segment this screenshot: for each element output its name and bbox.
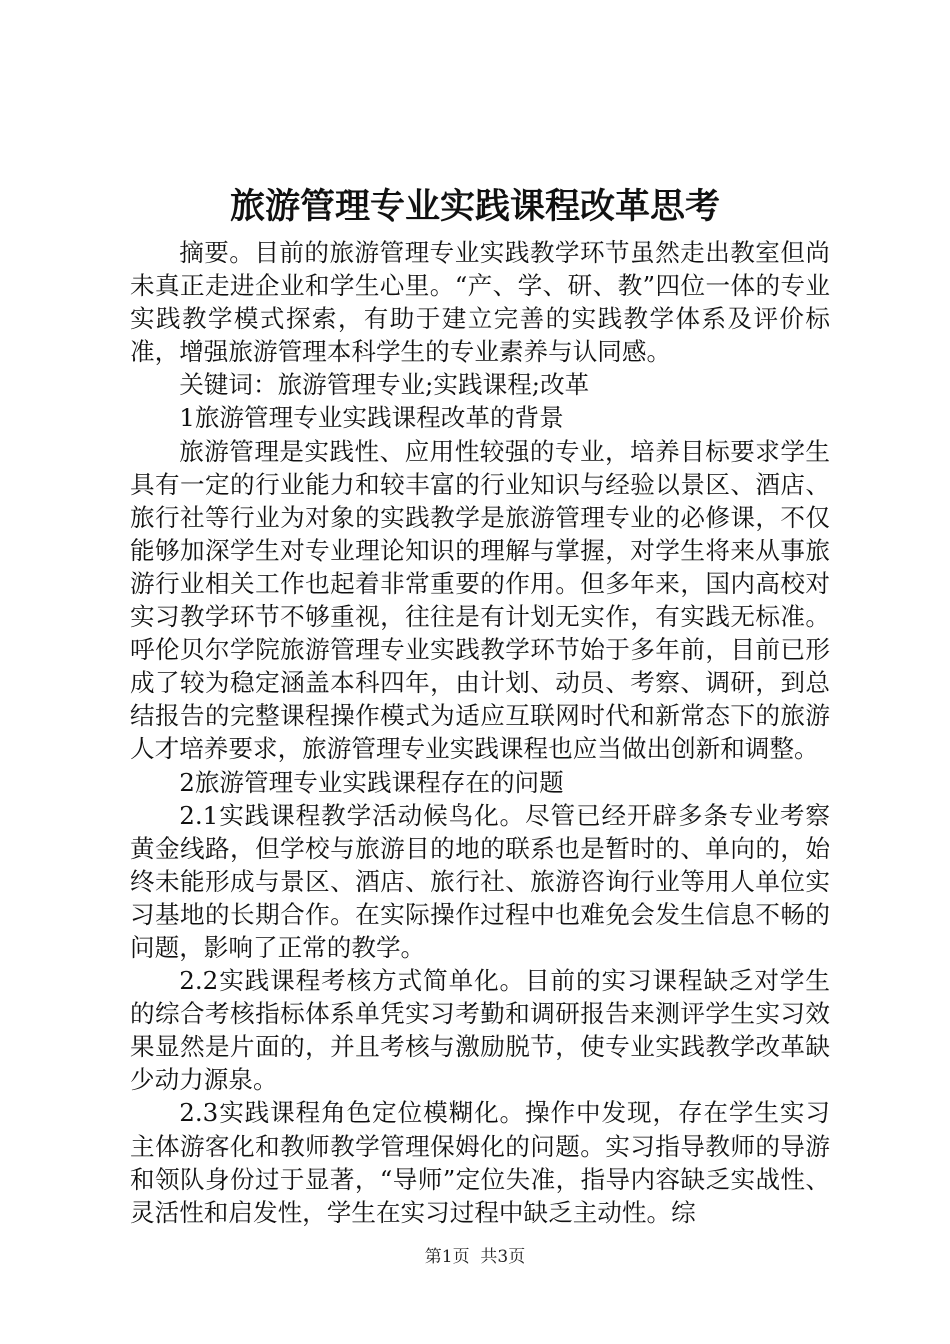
abstract-paragraph: 摘要。目前的旅游管理专业实践教学环节虽然走出教室但尚未真正走进企业和学生心里。“产、学、研、教”四位一体的专业实践教学模式探索，有助于建立完善的实践教学体系及评价标准，增强旅游管理本科学生的专业素养与认同感。: [130, 238, 830, 367]
section-heading-2: 2旅游管理专业实践课程存在的问题: [179, 767, 564, 797]
body-paragraph: 2.2实践课程考核方式简单化。目前的实习课程缺乏对学生的综合考核指标体系单凭实习考勤和调研报告来测评学生实习效果显然是片面的，并且考核与激励脱节，使专业实践教学改革缺少动力源泉。: [130, 966, 830, 1095]
body-paragraph: 旅游管理是实践性、应用性较强的专业，培养目标要求学生具有一定的行业能力和较丰富的行业知识与经验以景区、酒店、旅行社等行业为对象的实践教学是旅游管理专业的必修课，不仅能够加深学生对专业理论知识的理解与掌握，对学生将来从事旅游行业相关工作也起着非常重要的作用。但多年来，国内高校对实习教学环节不够重视，往往是有计划无实作，有实践无标准。呼伦贝尔学院旅游管理专业实践教学环节始于多年前，目前已形成了较为稳定涵盖本科四年，由计划、动员、考察、调研，到总结报告的完整课程操作模式为适应互联网时代和新常态下的旅游人才培养要求，旅游管理专业实践课程也应当做出创新和调整。: [130, 436, 830, 764]
page-number-label: 第1页 共3页: [424, 1247, 526, 1267]
document-body: [130, 236, 830, 1229]
document-title: 旅游管理专业实践课程改革思考: [229, 186, 720, 227]
body-paragraph: 2.3实践课程角色定位模糊化。操作中发现，存在学生实习主体游客化和教师教学管理保姆化的问题。实习指导教师的导游和领队身份过于显著，“导师”定位失准，指导内容缺乏实战性、灵活性和启发性，学生在实习过程中缺乏主动性。综: [130, 1098, 830, 1227]
body-paragraph: 2.1实践课程教学活动候鸟化。尽管已经开辟多条专业考察黄金线路，但学校与旅游目的地的联系也是暂时的、单向的，始终未能形成与景区、酒店、旅行社、旅游咨询行业等用人单位实习基地的长期合作。在实际操作过程中也难免会发生信息不畅的问题，影响了正常的教学。: [130, 800, 830, 962]
keywords-paragraph: 关键词：旅游管理专业;实践课程;改革: [179, 370, 590, 400]
section-heading-1: 1旅游管理专业实践课程改革的背景: [179, 403, 564, 433]
page-footer: [0, 1245, 950, 1269]
